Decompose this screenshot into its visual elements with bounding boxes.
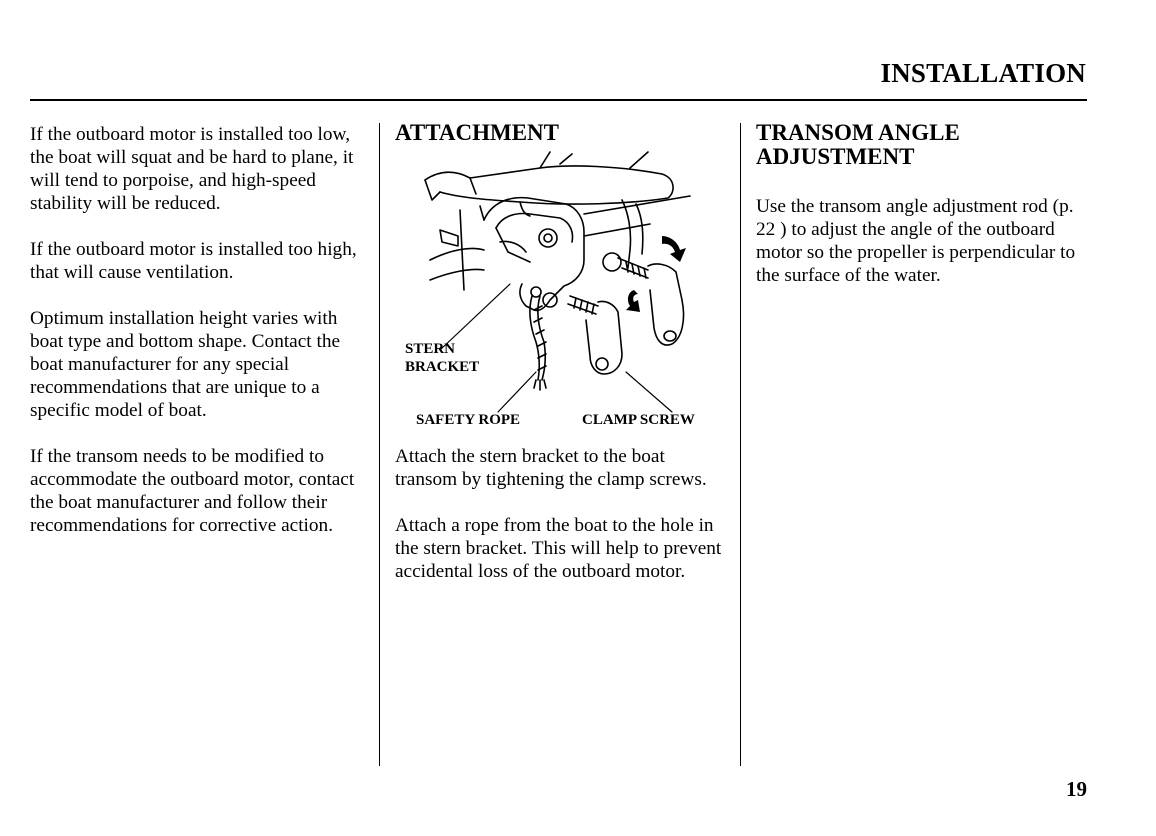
paragraph-attach-rope: Attach a rope from the boat to the hole in the stern bracket. This will help to prevent accidental loss of the outboard motor. (395, 515, 722, 582)
figure-label-safety-rope: SAFETY ROPE (416, 412, 521, 428)
column-divider-right (740, 123, 741, 766)
page-number: 19 (1066, 777, 1087, 801)
header-rule (30, 99, 1087, 101)
right-column (756, 121, 1092, 310)
stern-bracket-illustration (400, 150, 730, 435)
paragraph-transom-modification: If the transom needs to be modified to accommodate the outboard motor, contact the boat manufacturer and follow their recommendations for corrective action. (30, 446, 355, 536)
attachment-heading: ATTACHMENT (395, 120, 559, 145)
middle-column (395, 121, 725, 145)
paragraph-installed-too-high: If the outboard motor is installed too high, that will cause ventilation. (30, 239, 357, 283)
figure-label-clamp-screw: CLAMP SCREW (582, 412, 695, 428)
column-divider-left (379, 123, 380, 766)
middle-column-text (395, 445, 730, 606)
paragraph-transom-adjustment: Use the transom angle adjustment rod (p. 22 ) to adjust the angle of the outboard motor so the propeller is perpendicular to the surface of the water. (756, 196, 1076, 286)
paragraph-optimum-height: Optimum installation height varies with boat type and bottom shape. Contact the boat manufacturer for any special recommendations that are unique to a specific model of boat. (30, 308, 341, 421)
page-section-title: INSTALLATION (880, 58, 1086, 88)
figure-label-stern-bracket: STERN BRACKET (405, 341, 480, 375)
transom-angle-heading: TRANSOM ANGLE ADJUSTMENT (756, 120, 960, 169)
paragraph-attach-bracket: Attach the stern bracket to the boat transom by tightening the clamp screws. (395, 446, 707, 490)
paragraph-installed-too-low: If the outboard motor is installed too low, the boat will squat and be hard to plane, it will tend to porpoise, and high-speed stability will be reduced. (30, 124, 354, 214)
left-column (30, 123, 370, 560)
stern-bracket-drawing (400, 150, 730, 435)
